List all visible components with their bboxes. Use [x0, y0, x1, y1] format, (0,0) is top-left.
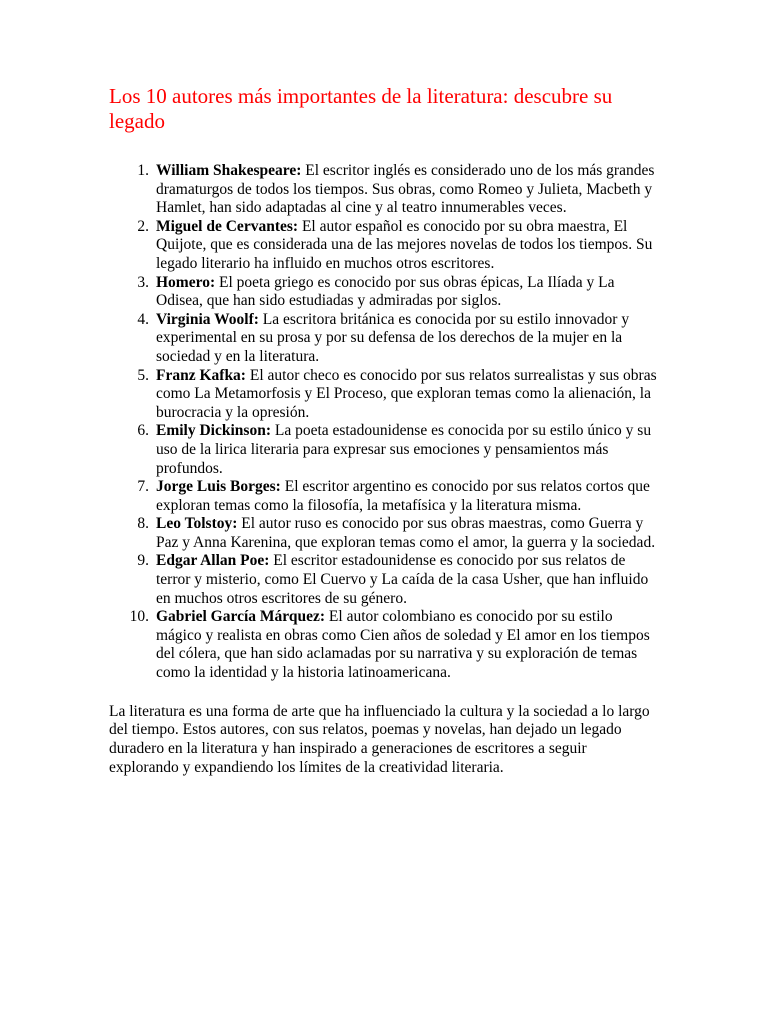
list-item-tolstoy [109, 515, 657, 552]
document-page [109, 84, 657, 778]
author-name: Virginia Woolf: [156, 310, 259, 328]
author-description: La escritora británica es conocida por su estilo innovador y experimental en su prosa y por su defensa de los derechos de la mujer en la sociedad y en la literatura. [156, 310, 630, 365]
author-description: El escritor argentino es conocido por sus relatos cortos que exploran temas como la filosofía, la metafísica y la literatura misma. [156, 478, 650, 514]
author-description: El poeta griego es conocido por sus obras épicas, La Ilíada y La Odisea, que han sido estudiadas y admiradas por siglos. [156, 273, 615, 310]
list-number: 4. [137, 310, 149, 328]
author-name: Gabriel García Márquez: [156, 608, 326, 626]
list-number: 10. [129, 608, 149, 626]
list-number: 2. [137, 217, 149, 235]
list-item-garcia-marquez [109, 608, 657, 682]
author-description: El autor checo es conocido por sus relatos surrealistas y sus obras como La Metamorfosis y El Proceso, que exploran temas como la alienación, la burocracia y la opresión. [156, 366, 657, 421]
list-number: 5. [137, 366, 149, 384]
author-description: El autor colombiano es conocido por su estilo mágico y realista en obras como Cien años de soledad y El amor en los tiempos del cólera, que han sido aclamadas por su narrativa y su exploración de temas como la identidad y la historia latinoamericana. [156, 608, 650, 682]
authors-list [109, 162, 657, 683]
author-description: La poeta estadounidense es conocida por su estilo único y su uso de la lirica literaria para expresar sus emociones y pensamientos más profundos. [156, 422, 652, 477]
author-name: Franz Kafka: [156, 366, 246, 384]
author-name: Jorge Luis Borges: [156, 478, 281, 496]
author-name: Emily Dickinson: [156, 422, 271, 440]
list-number: 1. [137, 162, 149, 179]
author-description: El autor ruso es conocido por sus obras maestras, como Guerra y Paz y Anna Karenina, que exploran temas como el amor, la guerra y la sociedad. [156, 515, 656, 551]
author-name: William Shakespeare: [156, 162, 302, 179]
list-item-cervantes [109, 218, 657, 274]
closing-paragraph: La literatura es una forma de arte que ha influenciado la cultura y la sociedad a lo largo del tiempo. Estos autores, con sus relatos, poemas y novelas, han dejado un legado duradero en la literatura y han inspirado a generaciones de escritores a seguir explorando y expandiendo los límites de la creatividad literaria. [109, 702, 650, 777]
list-number: 7. [137, 478, 149, 496]
author-description: El escritor inglés es considerado uno de los más grandes dramaturgos de todos los tiempos. Sus obras, como Romeo y Julieta, Macbeth y Hamlet, han sido adaptadas al cine y al teatro innumerables veces. [156, 162, 655, 217]
list-item-homero [109, 274, 657, 311]
list-number: 6. [137, 422, 149, 440]
list-item-borges [109, 478, 657, 515]
author-description: El autor español es conocido por su obra maestra, El Quijote, que es considerada una de las mejores novelas de todos los tiempos. Su legado literario ha influido en muchos otros escritores. [156, 217, 653, 272]
author-name: Miguel de Cervantes: [156, 217, 299, 235]
list-number: 8. [137, 515, 149, 533]
author-name: Edgar Allan Poe: [156, 552, 270, 570]
list-number: 3. [137, 273, 149, 291]
document-title: Los 10 autores más importantes de la literatura: descubre su legado [109, 84, 613, 133]
list-item-woolf [109, 311, 657, 367]
author-name: Leo Tolstoy: [156, 515, 238, 533]
author-name: Homero: [156, 273, 216, 291]
list-item-dickinson [109, 422, 657, 478]
list-item-poe [109, 552, 657, 608]
list-number: 9. [137, 552, 149, 570]
list-item-shakespeare [109, 162, 657, 218]
author-description: El escritor estadounidense es conocido por sus relatos de terror y misterio, como El Cuervo y La caída de la casa Usher, que han influido en muchos otros escritores de su género. [156, 552, 649, 607]
list-item-kafka [109, 367, 657, 423]
